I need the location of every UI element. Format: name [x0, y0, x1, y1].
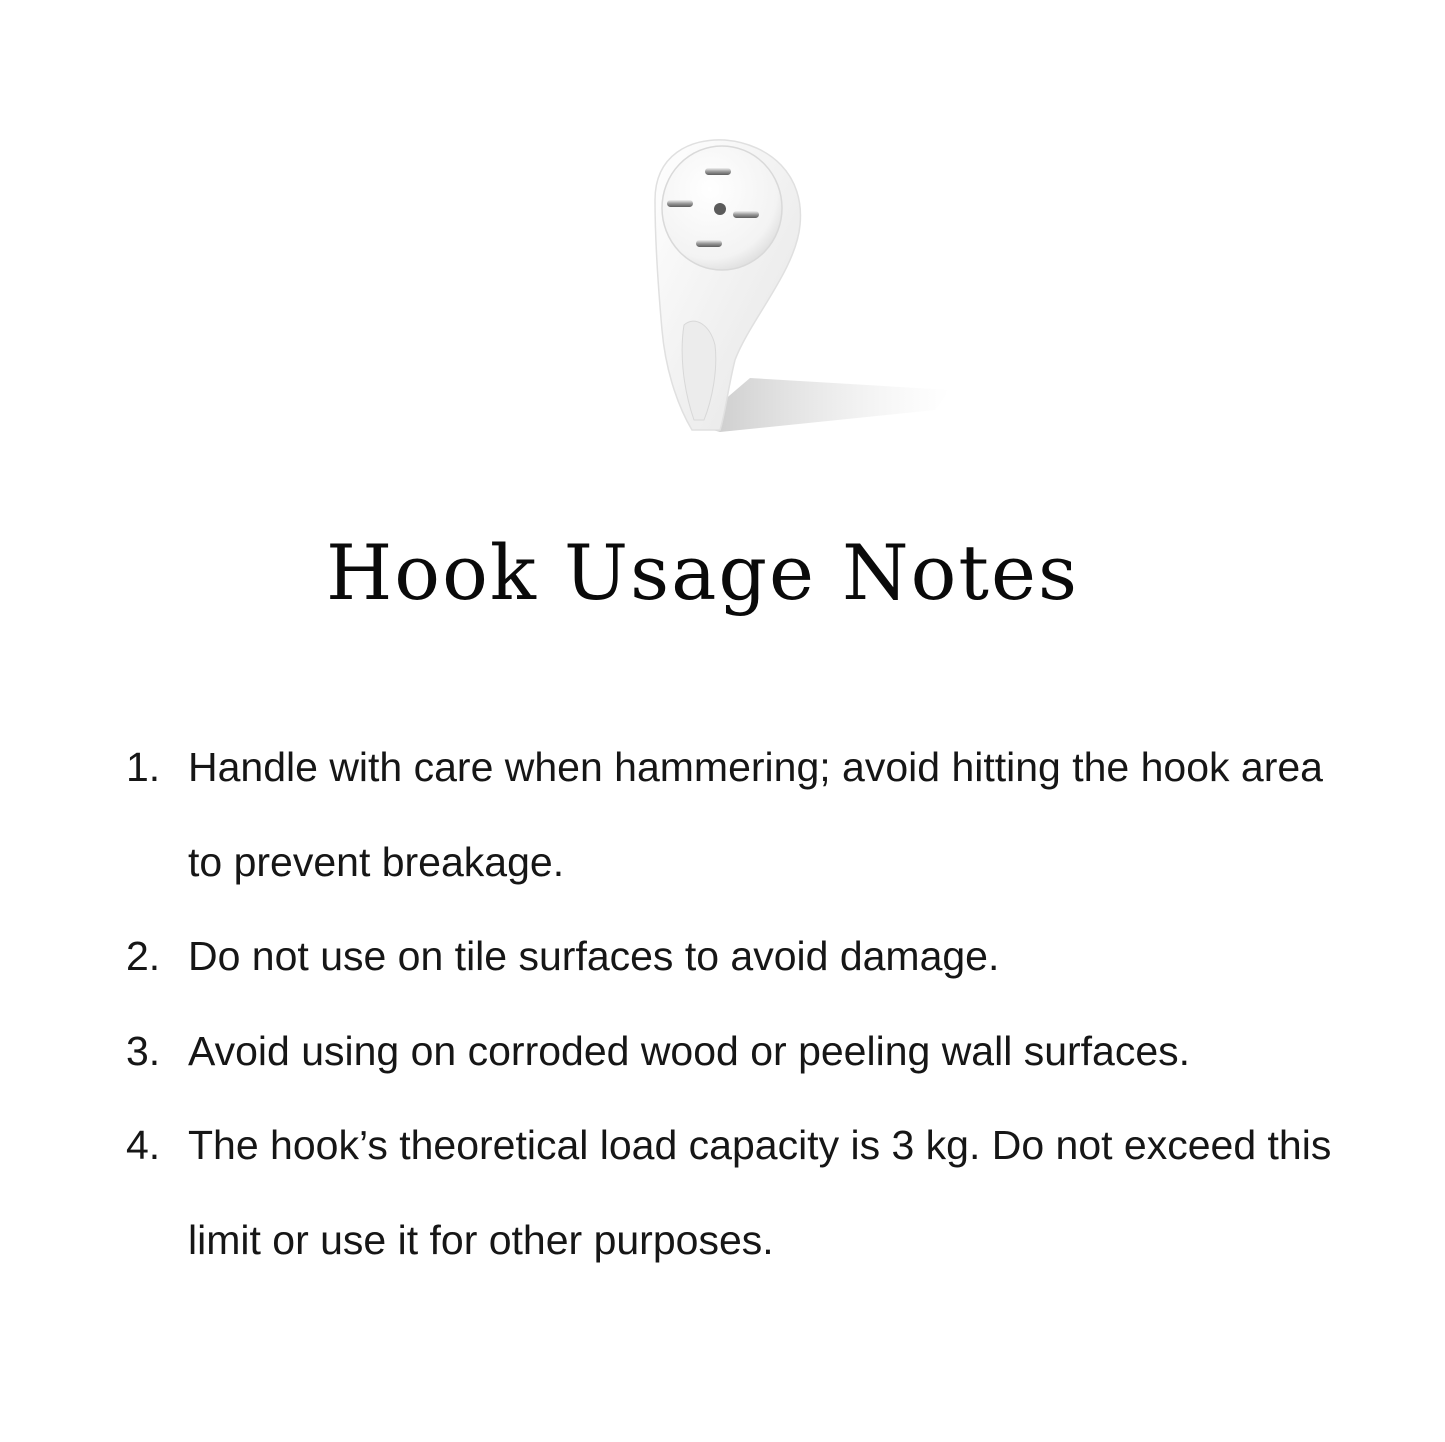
- list-item-text: Avoid using on corroded wood or peeling wall surfaces.: [188, 1027, 1191, 1074]
- wall-hook-icon: [600, 120, 960, 450]
- list-item-text: The hook’s theoretical load capacity is 3 kg. Do not exceed this limit or use it for other purposes.: [188, 1122, 1332, 1263]
- list-item: [120, 720, 1360, 909]
- usage-notes-list: [120, 720, 1360, 1287]
- list-item-number: 4.: [126, 1122, 161, 1168]
- list-item-number: 2.: [126, 933, 161, 979]
- list-item: [120, 1098, 1360, 1287]
- page-title: Hook Usage Notes: [326, 528, 1079, 617]
- list-item: [120, 1004, 1360, 1099]
- list-item-number: 1.: [126, 744, 161, 790]
- list-item-text: Do not use on tile surfaces to avoid damage.: [188, 933, 1000, 979]
- list-item-number: 3.: [126, 1027, 161, 1074]
- list-item-text: Handle with care when hammering; avoid hitting the hook area to prevent breakage.: [188, 744, 1323, 885]
- list-item: [120, 909, 1360, 1004]
